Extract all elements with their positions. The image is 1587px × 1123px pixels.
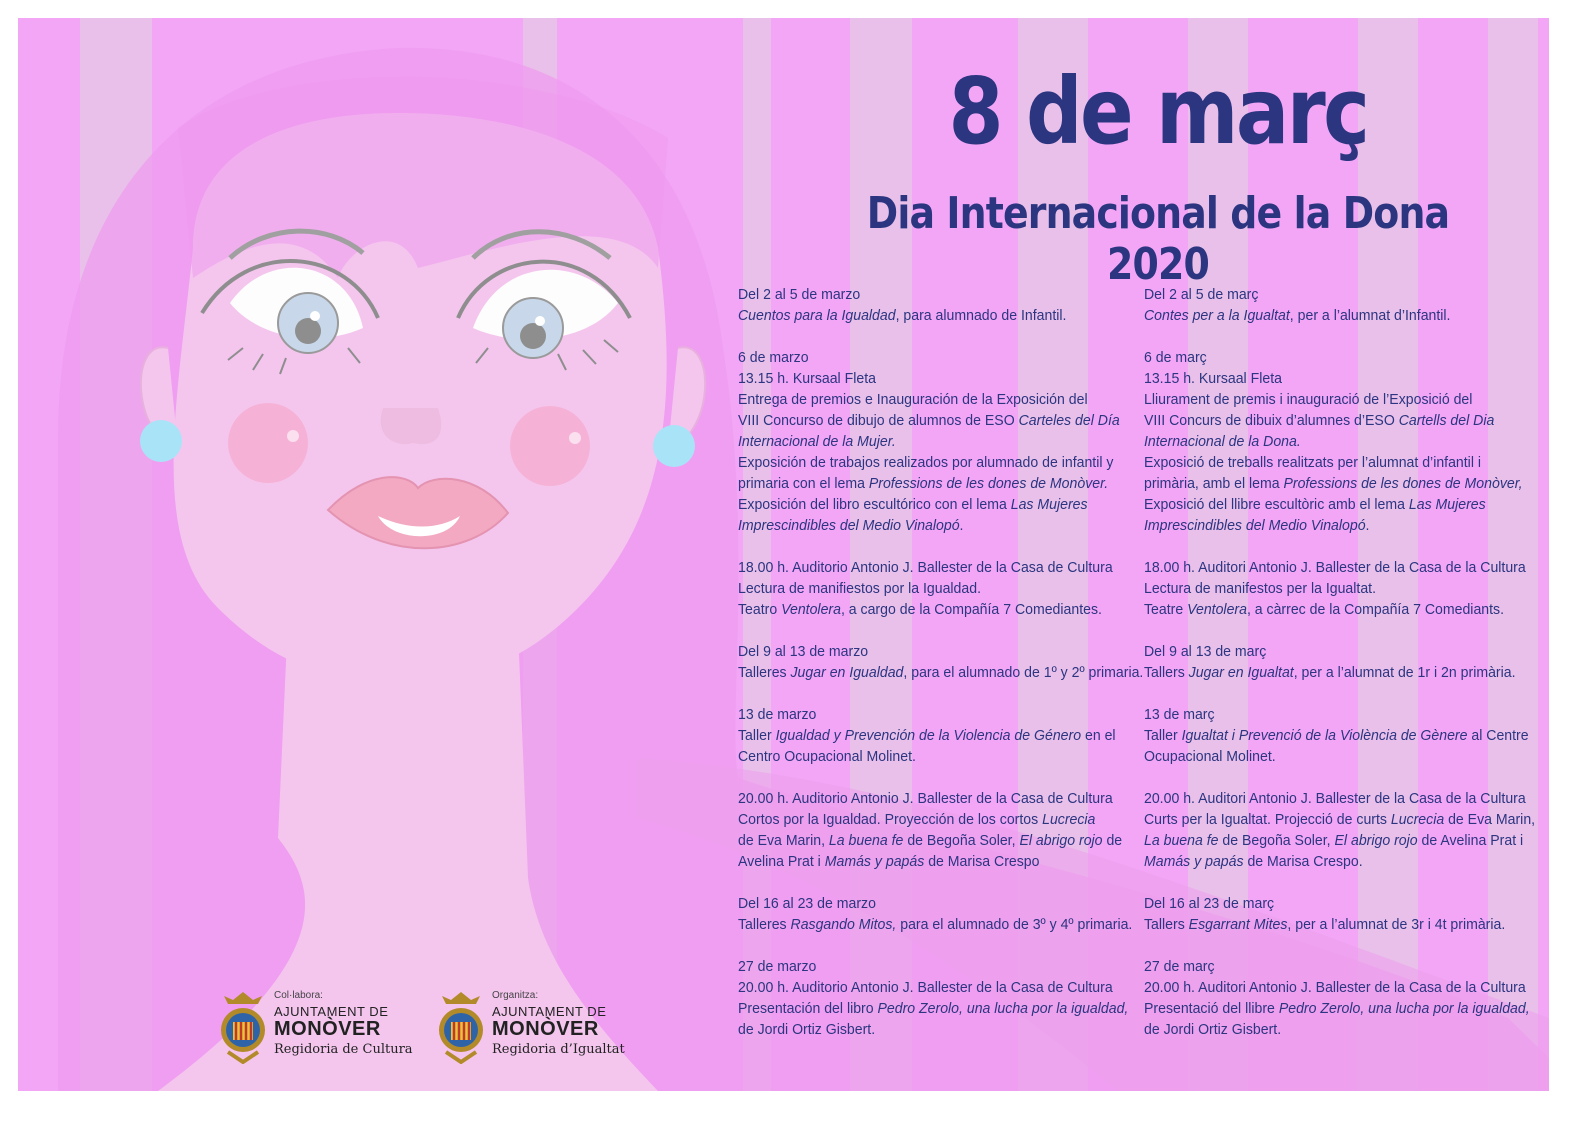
italic-title: El abrigo rojo — [1334, 832, 1418, 849]
italic-title: Contes per a la Igualtat — [1144, 307, 1290, 324]
italic-title: Jugar en Igualtat — [1188, 664, 1294, 681]
nose — [381, 408, 441, 444]
program-line — [1144, 893, 1520, 914]
text-segment: Exposición de trabajos realizados por alumnado de infantil y — [738, 454, 1114, 471]
italic-title: Imprescindibles del Medio Vinalopó — [1144, 517, 1366, 534]
italic-title: Lucrecia — [1390, 811, 1445, 828]
text-segment: . — [1365, 517, 1370, 534]
text-segment: Lectura de manifiestos por la Igualdad. — [738, 580, 981, 597]
cheek-left — [228, 403, 308, 483]
italic-title: Internacional de la Mujer. — [738, 433, 896, 450]
text-segment: , a cargo de la Compañía 7 Comediantes. — [840, 601, 1102, 618]
text-segment: 20.00 h. Auditori Antonio J. Ballester de la Casa de la Cultura — [1144, 979, 1526, 996]
program-block — [1144, 956, 1544, 1040]
italic-title: Jugar en Igualdad — [790, 664, 904, 681]
text-segment: Presentació del llibre — [1144, 1000, 1279, 1017]
text-segment: de Eva Marin, — [738, 832, 829, 849]
program-line — [738, 347, 1114, 368]
text-segment: 18.00 h. Auditorio Antonio J. Ballester de la Casa de Cultura — [738, 559, 1113, 576]
text-segment: , para el alumnado de 1º y 2º primaria. — [903, 664, 1144, 681]
italic-title: Pedro Zerolo, una lucha por la igualdad, — [1278, 1000, 1530, 1017]
text-segment: Exposició del llibre escultòric amb el lema — [1144, 496, 1409, 513]
program-line — [1144, 662, 1520, 683]
text-segment: Tallers — [1144, 664, 1189, 681]
text-segment: Lliurament de premis i inauguració de l’Exposició del — [1144, 391, 1473, 408]
text-segment: 20.00 h. Auditori Antonio J. Ballester de la Casa de la Cultura — [1144, 790, 1526, 807]
program-line — [1144, 788, 1526, 809]
text-segment: Talleres — [738, 664, 791, 681]
program-line — [1144, 473, 1523, 494]
program-line — [738, 515, 1114, 536]
text-segment: Exposición del libro escultórico con el lema — [738, 496, 1011, 513]
text-segment: para el alumnado de 3º y 4º primaria. — [896, 916, 1133, 933]
text-segment: Del 9 al 13 de març — [1144, 643, 1267, 660]
program-line — [1144, 1019, 1520, 1040]
text-segment: Talleres — [738, 916, 791, 933]
program-line — [738, 893, 1114, 914]
text-segment: 27 de març — [1144, 958, 1215, 975]
program-line — [1144, 977, 1526, 998]
logo-role: Organitza: — [492, 990, 539, 1001]
program-line — [738, 473, 1114, 494]
program-line — [738, 914, 1133, 935]
text-segment: Ocupacional Molinet. — [1144, 748, 1276, 765]
text-segment: Tallers — [1144, 916, 1189, 933]
program-line — [1144, 515, 1520, 536]
italic-title: Ventolera — [781, 601, 841, 618]
coat-of-arms-icon — [218, 992, 268, 1064]
program-block — [1144, 788, 1544, 872]
italic-title: Imprescindibles del Medio Vinalopó — [738, 517, 960, 534]
program-line — [1144, 347, 1520, 368]
program-block — [1144, 557, 1544, 620]
italic-title: Professions de les dones de Monòver, — [1283, 475, 1523, 492]
program-line — [1144, 599, 1520, 620]
text-segment: Del 16 al 23 de març — [1144, 895, 1275, 912]
program-block — [1144, 893, 1544, 935]
italic-title: Mamás y papás — [824, 853, 925, 870]
program-line — [1144, 914, 1520, 935]
earring-left-icon — [140, 420, 182, 462]
italic-title: Ventolera — [1187, 601, 1247, 618]
text-segment: de Avelina Prat i — [1417, 832, 1524, 849]
program-line — [1144, 851, 1520, 872]
program-line — [738, 389, 1114, 410]
italic-title: Professions de les dones de Monòver. — [868, 475, 1109, 492]
italic-title: Lucrecia — [1042, 811, 1096, 828]
text-segment: 6 de març — [1144, 349, 1207, 366]
program-line — [738, 977, 1114, 998]
text-segment: 13 de març — [1144, 706, 1215, 723]
text-segment: Avelina Prat i — [738, 853, 825, 870]
text-segment: primaria con el lema — [738, 475, 869, 492]
program-line — [738, 662, 1144, 683]
text-segment: . — [959, 517, 964, 534]
text-segment: , per a l’alumnat d’Infantil. — [1289, 307, 1451, 324]
program-line — [738, 410, 1120, 431]
program-line — [738, 956, 1114, 977]
italic-title: El abrigo rojo — [1019, 832, 1103, 849]
italic-title: Igualdad y Prevención de la Violencia de Género — [775, 727, 1082, 744]
text-segment: 13.15 h. Kursaal Fleta — [1144, 370, 1282, 387]
program-block — [738, 704, 1138, 767]
program-block — [738, 788, 1138, 872]
text-segment: Teatro — [738, 601, 782, 618]
italic-title: Cuentos para la Igualdad — [738, 307, 896, 324]
text-segment: en el — [1081, 727, 1116, 744]
program-line — [738, 788, 1114, 809]
italic-title: Cartells del Dia — [1398, 412, 1495, 429]
text-segment: Teatre — [1144, 601, 1188, 618]
text-segment: Taller — [738, 727, 776, 744]
program-block — [1144, 704, 1544, 767]
italic-title: Mamás y papás — [1144, 853, 1244, 870]
program-line — [1144, 431, 1520, 452]
text-segment: Taller — [1144, 727, 1182, 744]
program-block — [738, 641, 1144, 683]
text-segment: VIII Concurs de dibuix d’alumnes d’ESO — [1144, 412, 1399, 429]
program-line — [1144, 389, 1520, 410]
program-block — [738, 284, 1138, 326]
text-segment: 6 de marzo — [738, 349, 809, 366]
coat-of-arms-icon — [436, 992, 486, 1064]
text-segment: de Marisa Crespo. — [1243, 853, 1363, 870]
text-segment: Del 16 al 23 de marzo — [738, 895, 876, 912]
text-segment: , per a l’alumnat de 3r i 4t primària. — [1287, 916, 1506, 933]
logo-line-3: Regidoria d’Igualtat — [492, 1042, 625, 1057]
page-subtitle: Dia Internacional de la Dona 2020 — [866, 188, 1450, 290]
logo-role: Col·labora: — [274, 990, 323, 1001]
program-line — [1144, 830, 1524, 851]
logo-line-2: MONÒVER — [274, 1018, 381, 1040]
logo-regidoria-igualtat — [436, 990, 646, 1070]
program-block — [1144, 284, 1544, 326]
italic-title: Las Mujeres — [1408, 496, 1486, 513]
text-segment: Entrega de premios e Inauguración de la Exposición del — [738, 391, 1088, 408]
program-block — [738, 557, 1138, 620]
earring-right-icon — [653, 425, 695, 467]
italic-title: Rasgando Mitos, — [790, 916, 897, 933]
text-segment: Del 9 al 13 de marzo — [738, 643, 869, 660]
logo-line-1: AJUNTAMENT DE — [492, 1004, 607, 1019]
cheek-highlight — [569, 432, 581, 444]
text-segment: VIII Concurso de dibujo de alumnos de ESO — [738, 412, 1019, 429]
text-segment: Curts per la Igualtat. Projecció de curts — [1144, 811, 1391, 828]
program-line — [738, 641, 1114, 662]
logo-line-3: Regidoria de Cultura — [274, 1042, 413, 1057]
program-column-valencian — [1144, 284, 1544, 1061]
text-segment: de Begoña Soler, — [1218, 832, 1335, 849]
text-segment: Centro Ocupacional Molinet. — [738, 748, 916, 765]
text-segment: 13 de marzo — [738, 706, 817, 723]
italic-title: La buena fe — [1144, 832, 1219, 849]
text-segment: primària, amb el lema — [1144, 475, 1284, 492]
program-block — [1144, 347, 1544, 536]
text-segment: , per a l’alumnat de 1r i 2n primària. — [1293, 664, 1516, 681]
program-line — [1144, 410, 1520, 431]
program-block — [1144, 641, 1544, 683]
program-line — [1144, 704, 1520, 725]
program-line — [738, 284, 1114, 305]
program-line — [1144, 725, 1529, 746]
text-segment: 27 de marzo — [738, 958, 817, 975]
program-line — [738, 704, 1114, 725]
italic-title: Pedro Zerolo, una lucha por la igualdad, — [877, 1000, 1129, 1017]
text-segment: Cortos por la Igualdad. Proyección de los cortos — [738, 811, 1043, 828]
text-segment: 20.00 h. Auditorio Antonio J. Ballester de la Casa de Cultura — [738, 790, 1113, 807]
text-segment: 20.00 h. Auditorio Antonio J. Ballester de la Casa de Cultura — [738, 979, 1113, 996]
program-line — [1144, 494, 1520, 515]
text-segment: al Centre — [1467, 727, 1529, 744]
poster — [18, 18, 1549, 1091]
text-segment: , a càrrec de la Compañía 7 Comediants. — [1246, 601, 1505, 618]
text-segment: de Jordi Ortiz Gisbert. — [1144, 1021, 1282, 1038]
text-segment: de Begoña Soler, — [903, 832, 1020, 849]
text-segment: de Eva Marin, — [1444, 811, 1536, 828]
italic-title: Las Mujeres — [1010, 496, 1088, 513]
program-line — [738, 746, 1114, 767]
text-segment: de — [1102, 832, 1123, 849]
program-line — [1144, 809, 1536, 830]
program-line — [738, 557, 1114, 578]
program-line — [738, 305, 1114, 326]
program-line — [1144, 305, 1520, 326]
program-line — [1144, 746, 1520, 767]
program-line — [738, 368, 1114, 389]
text-segment: Lectura de manifestos per la Igualtat. — [1144, 580, 1377, 597]
text-segment: Exposició de treballs realitzats per l’alumnat d’infantil i — [1144, 454, 1482, 471]
program-line — [738, 998, 1129, 1019]
program-line — [1144, 452, 1520, 473]
text-segment: Presentación del libro — [738, 1000, 878, 1017]
program-line — [738, 431, 1114, 452]
program-line — [738, 452, 1114, 473]
program-line — [738, 494, 1114, 515]
cheek-highlight — [287, 430, 299, 442]
program-line — [738, 599, 1114, 620]
program-line — [738, 809, 1114, 830]
program-line — [1144, 641, 1520, 662]
italic-title: Carteles del Día — [1018, 412, 1120, 429]
program-line — [1144, 578, 1520, 599]
text-segment: de Jordi Ortiz Gisbert. — [738, 1021, 876, 1038]
program-line — [738, 725, 1114, 746]
italic-title: Internacional de la Dona. — [1144, 433, 1301, 450]
cheek-right — [510, 406, 590, 486]
program-line — [738, 578, 1114, 599]
page-title: 8 de març — [948, 58, 1368, 165]
program-block — [738, 956, 1138, 1040]
text-segment: Del 2 al 5 de març — [1144, 286, 1259, 303]
program-line — [1144, 368, 1520, 389]
italic-title: Esgarrant Mites — [1188, 916, 1288, 933]
italic-title: Igualtat i Prevenció de la Violència de Gènere — [1181, 727, 1468, 744]
logo-line-2: MONÒVER — [492, 1018, 599, 1040]
program-column-spanish — [738, 284, 1144, 1061]
logo-regidoria-cultura — [218, 990, 428, 1070]
logo-line-1: AJUNTAMENT DE — [274, 1004, 389, 1019]
text-segment: 13.15 h. Kursaal Fleta — [738, 370, 876, 387]
program-block — [738, 893, 1138, 935]
program-line — [738, 830, 1123, 851]
program-line — [1144, 998, 1530, 1019]
text-segment: de Marisa Crespo — [924, 853, 1040, 870]
program-line — [1144, 557, 1526, 578]
text-segment: , para alumnado de Infantil. — [895, 307, 1067, 324]
text-segment: 18.00 h. Auditori Antonio J. Ballester de la Casa de la Cultura — [1144, 559, 1526, 576]
program-line — [738, 1019, 1114, 1040]
program-line — [1144, 284, 1520, 305]
program-line — [1144, 956, 1520, 977]
italic-title: La buena fe — [828, 832, 904, 849]
text-segment: Del 2 al 5 de marzo — [738, 286, 861, 303]
program-line — [738, 851, 1114, 872]
program-block — [738, 347, 1138, 536]
